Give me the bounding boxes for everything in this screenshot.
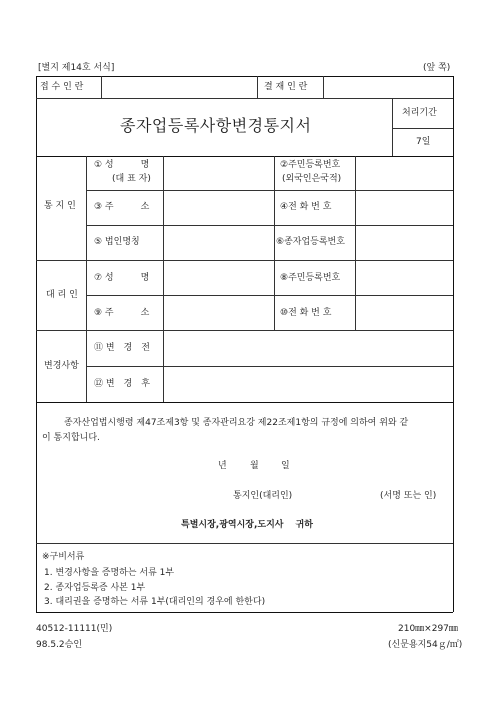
notifier-section-label: 통 지 인 — [44, 201, 76, 211]
signer-label: 통지인(대리인) — [233, 491, 293, 501]
change-after-label: ⑫ 변 경 후 — [94, 379, 150, 389]
agent-section-label: 대 리 인 — [46, 290, 78, 300]
footer-size: 210㎜×297㎜ — [398, 624, 458, 634]
agent-name-label: ⑦ 성 명 — [94, 273, 150, 283]
row-line — [86, 295, 453, 296]
divider — [355, 156, 356, 260]
change-before-label: ⑪ 변 경 전 — [94, 343, 150, 353]
row-line — [392, 128, 453, 129]
footer-paper: (신문용지54ｇ/㎡) — [388, 640, 463, 650]
notifier-name-sub-label: (대 표 자) — [112, 174, 151, 184]
signature-note: (서명 또는 인) — [380, 491, 437, 501]
addressee: 특별시장,광역시장,도지사 귀하 — [181, 520, 313, 530]
notifier-seed-reg-no-label: ⑥종자업등록번호 — [276, 237, 345, 247]
row-line — [36, 98, 453, 99]
row-line — [36, 156, 453, 157]
date-day-label: 일 — [281, 461, 290, 471]
divider — [274, 156, 275, 260]
notifier-resident-no-sub-label: (외국인은국적) — [282, 174, 342, 184]
changes-section-label: 변경사항 — [44, 361, 79, 371]
row-line — [36, 402, 453, 403]
footer-approval: 98.5.2승인 — [36, 640, 83, 650]
agent-phone-label: ⑩전 화 번 호 — [280, 308, 332, 318]
frame-bottom — [36, 612, 453, 613]
row-line — [86, 225, 453, 226]
row-line — [86, 366, 453, 367]
notifier-resident-no-label: ②주민등록번호 — [280, 160, 341, 170]
row-line — [36, 543, 453, 544]
divider — [323, 76, 324, 98]
row-line — [86, 190, 453, 191]
row-line — [36, 330, 453, 331]
processing-period-value: 7일 — [416, 137, 431, 147]
declaration-line1: 종자산업법시행령 제47조제3항 및 종자관리요강 제22조제1항의 규정에 의하여 위와 같 — [64, 418, 409, 428]
declaration-line2: 이 통지합니다. — [42, 433, 100, 443]
notifier-phone-label: ④전 화 번 호 — [280, 202, 332, 212]
attachment-item: 1. 변경사항을 증명하는 서류 1부 — [44, 568, 175, 578]
divider — [392, 98, 393, 156]
date-year-label: 년 — [218, 461, 227, 471]
attachment-item: 3. 대리권을 증명하는 서류 1부(대리인의 경우에 한한다) — [44, 597, 266, 607]
attachment-item: 2. 종자업등록증 사본 1부 — [44, 583, 146, 593]
agent-resident-no-label: ⑧주민등록번호 — [280, 273, 341, 283]
attachments-heading: ※구비서류 — [42, 552, 85, 562]
divider — [101, 76, 102, 98]
footer-code: 40512-11111(민) — [36, 624, 113, 634]
notifier-name-label: ① 성 명 — [94, 160, 150, 170]
notifier-address-label: ③ 주 소 — [94, 202, 150, 212]
agent-address-label: ⑨ 주 소 — [94, 308, 150, 318]
form-number: [별지 제14호 서식] — [38, 63, 115, 73]
frame-right — [453, 76, 454, 612]
row-line — [36, 260, 453, 261]
divider — [257, 76, 258, 98]
processing-period-label: 처리기간 — [402, 108, 437, 118]
side-label: (앞 쪽) — [423, 63, 451, 73]
approval-seal-label: 결 재 인 란 — [264, 82, 308, 92]
date-month-label: 월 — [250, 461, 259, 471]
frame-top — [36, 76, 453, 77]
form-title: 종자업등록사항변경통지서 — [120, 116, 312, 135]
receipt-seal-label: 접 수 인 란 — [40, 82, 84, 92]
notifier-corp-name-label: ⑤ 법인명칭 — [94, 237, 140, 247]
divider — [163, 156, 164, 260]
